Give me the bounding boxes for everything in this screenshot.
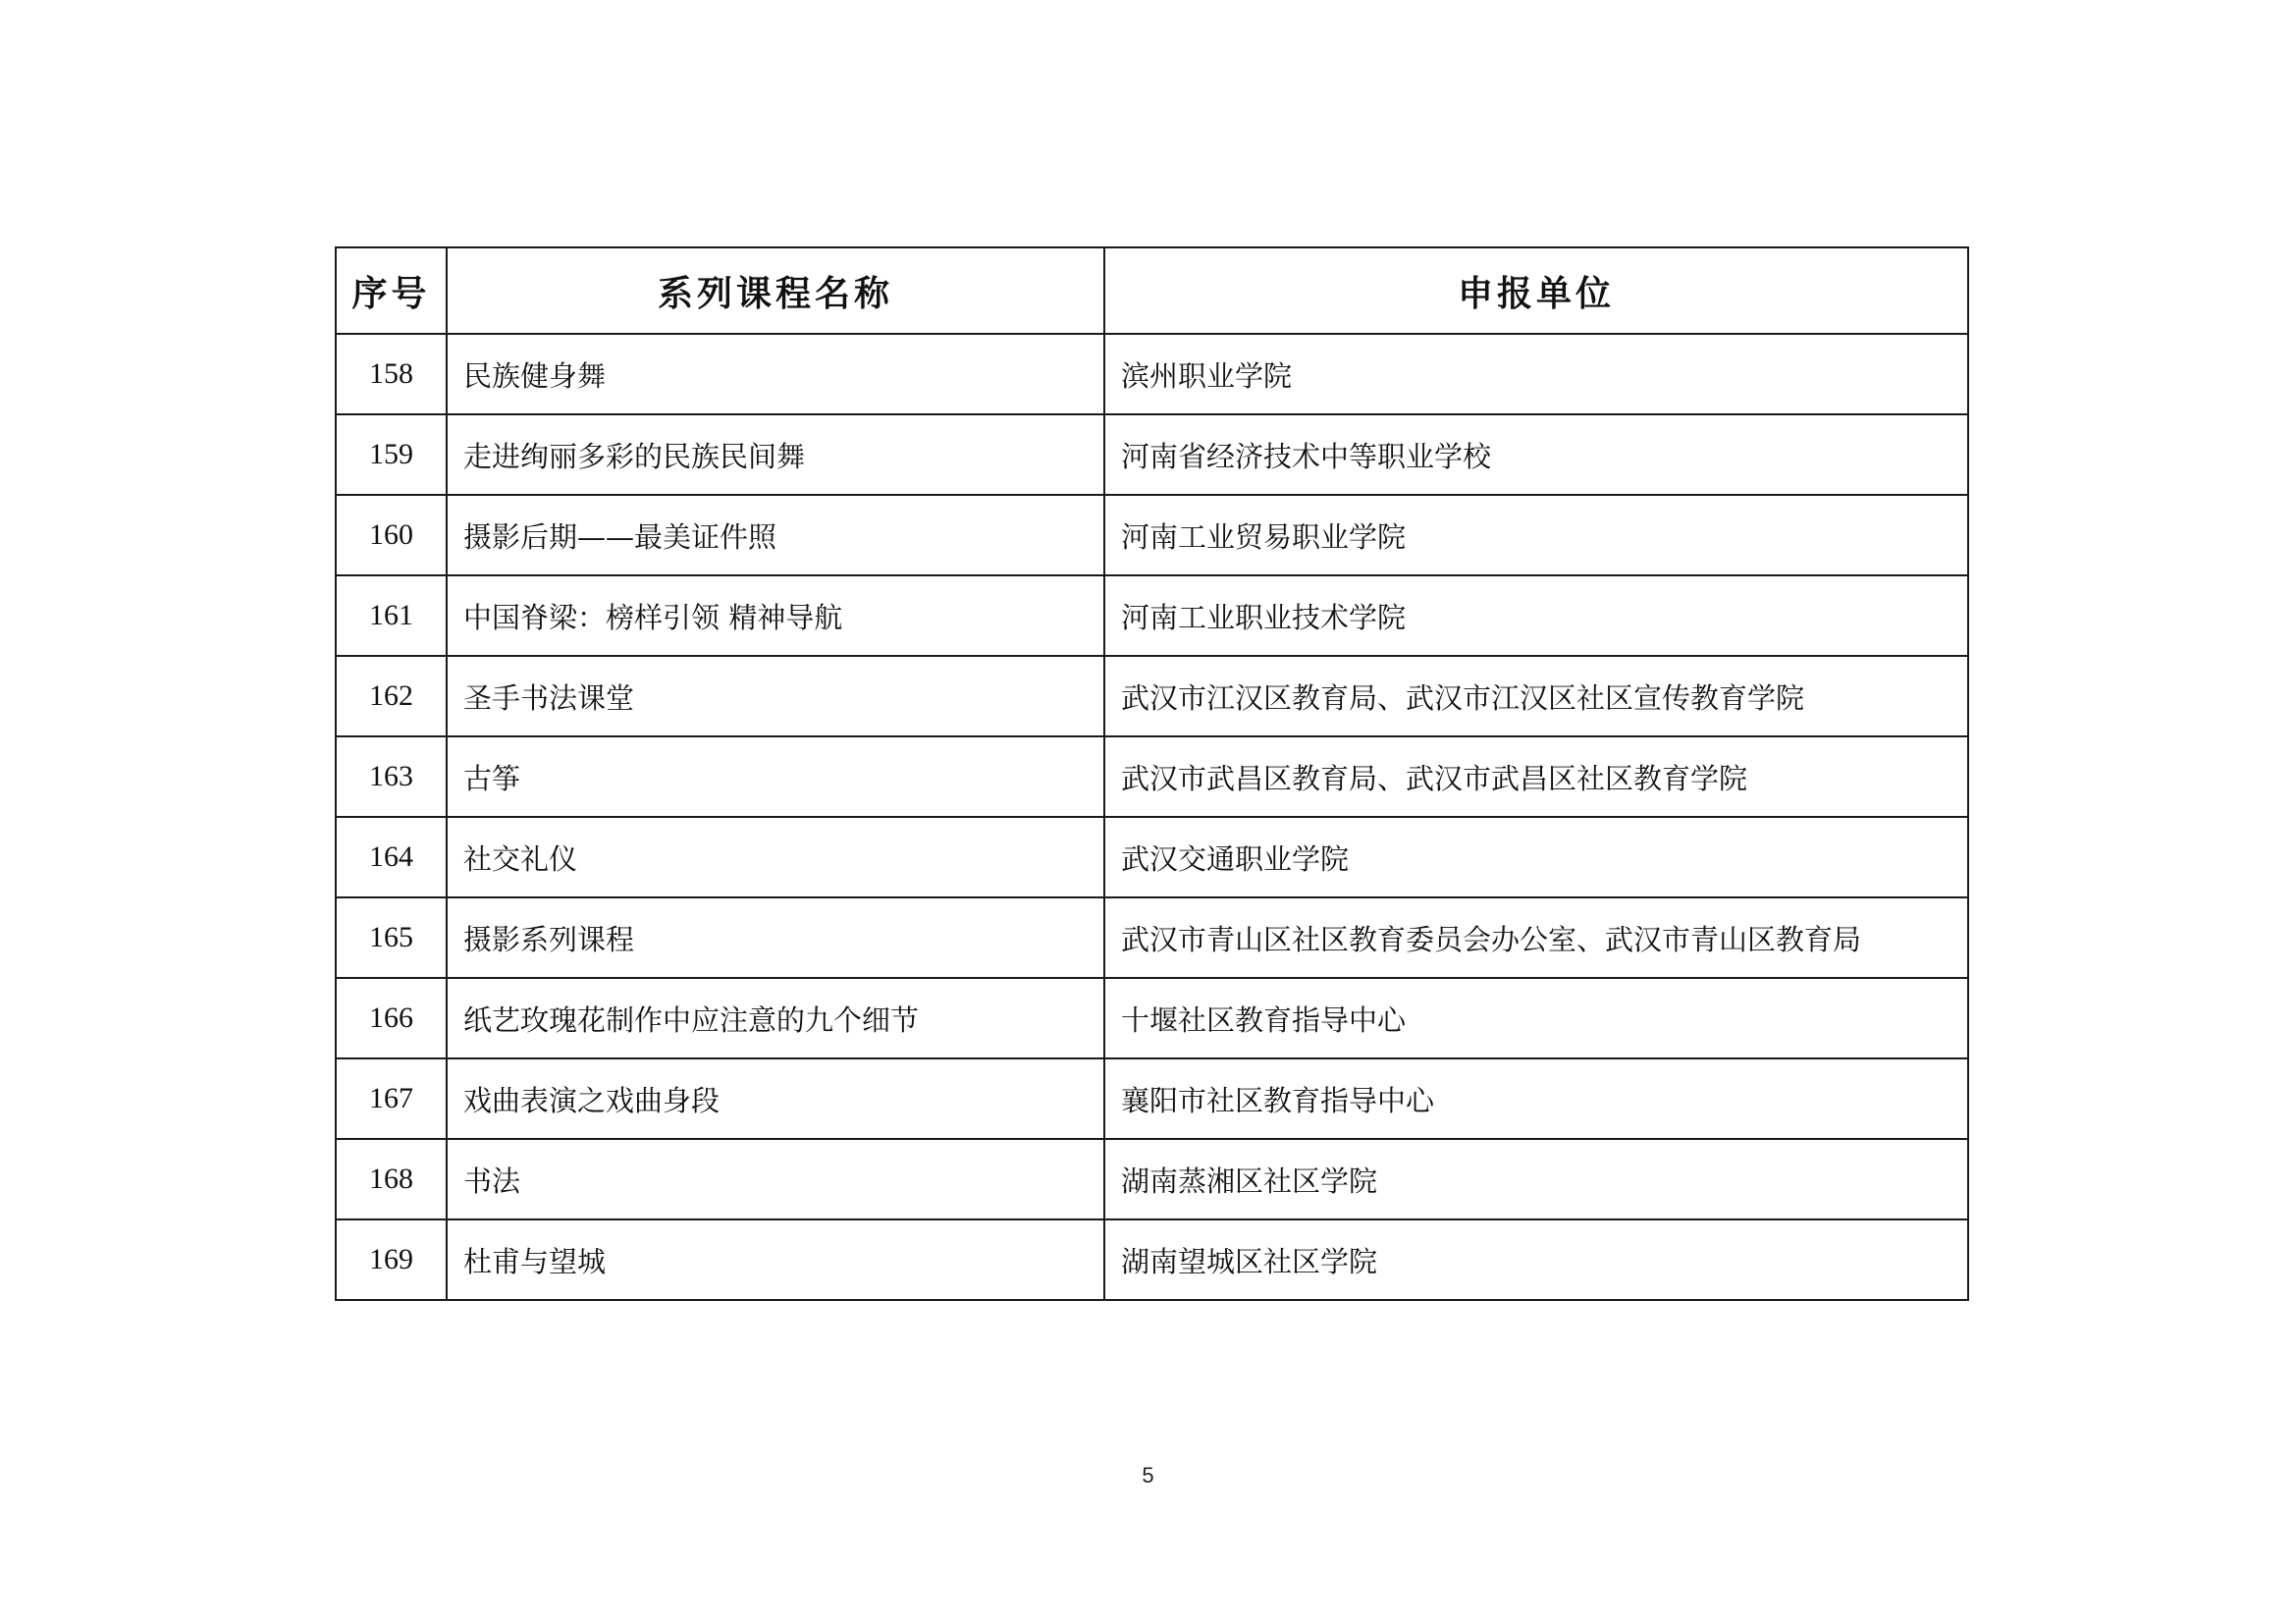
applicant-unit-cell: 滨州职业学院: [1104, 334, 1968, 414]
table-row: [336, 414, 1968, 495]
course-name-cell: 中国脊梁：榜样引领 精神导航: [447, 575, 1104, 656]
applicant-unit-cell: 武汉市青山区社区教育委员会办公室、武汉市青山区教育局: [1104, 897, 1968, 978]
course-table: [335, 246, 1969, 1301]
table-row: [336, 817, 1968, 897]
table-header: [336, 247, 1968, 334]
serial-number-cell: 165: [336, 897, 447, 978]
applicant-unit-cell: 河南省经济技术中等职业学校: [1104, 414, 1968, 495]
serial-number-cell: 166: [336, 978, 447, 1058]
table-row: [336, 1058, 1968, 1139]
applicant-unit-cell: 襄阳市社区教育指导中心: [1104, 1058, 1968, 1139]
serial-number-cell: 160: [336, 495, 447, 575]
applicant-unit-cell: 湖南蒸湘区社区学院: [1104, 1139, 1968, 1219]
applicant-unit-cell: 武汉交通职业学院: [1104, 817, 1968, 897]
course-name-cell: 摄影后期——最美证件照: [447, 495, 1104, 575]
table-row: [336, 575, 1968, 656]
header-course-name: 系列课程名称: [447, 247, 1104, 334]
serial-number-cell: 158: [336, 334, 447, 414]
serial-number-cell: 162: [336, 656, 447, 736]
header-serial-number: 序号: [336, 247, 447, 334]
applicant-unit-cell: 武汉市江汉区教育局、武汉市江汉区社区宣传教育学院: [1104, 656, 1968, 736]
applicant-unit-cell: 湖南望城区社区学院: [1104, 1219, 1968, 1300]
table-row: [336, 978, 1968, 1058]
course-name-cell: 古筝: [447, 736, 1104, 817]
page-number: 5: [1142, 1463, 1154, 1488]
applicant-unit-cell: 河南工业职业技术学院: [1104, 575, 1968, 656]
applicant-unit-cell: 河南工业贸易职业学院: [1104, 495, 1968, 575]
applicant-unit-cell: 十堰社区教育指导中心: [1104, 978, 1968, 1058]
serial-number-cell: 163: [336, 736, 447, 817]
serial-number-cell: 161: [336, 575, 447, 656]
serial-number-cell: 169: [336, 1219, 447, 1300]
applicant-unit-cell: 武汉市武昌区教育局、武汉市武昌区社区教育学院: [1104, 736, 1968, 817]
course-name-cell: 杜甫与望城: [447, 1219, 1104, 1300]
course-name-cell: 戏曲表演之戏曲身段: [447, 1058, 1104, 1139]
table-row: [336, 656, 1968, 736]
table-row: [336, 1219, 1968, 1300]
table-header-row: [336, 247, 1968, 334]
table-body: [336, 334, 1968, 1300]
serial-number-cell: 168: [336, 1139, 447, 1219]
table-row: [336, 334, 1968, 414]
table-row: [336, 1139, 1968, 1219]
course-name-cell: 走进绚丽多彩的民族民间舞: [447, 414, 1104, 495]
course-name-cell: 社交礼仪: [447, 817, 1104, 897]
table-row: [336, 897, 1968, 978]
course-name-cell: 纸艺玫瑰花制作中应注意的九个细节: [447, 978, 1104, 1058]
header-applicant-unit: 申报单位: [1104, 247, 1968, 334]
course-name-cell: 圣手书法课堂: [447, 656, 1104, 736]
serial-number-cell: 164: [336, 817, 447, 897]
course-name-cell: 书法: [447, 1139, 1104, 1219]
serial-number-cell: 159: [336, 414, 447, 495]
table-row: [336, 495, 1968, 575]
table-row: [336, 736, 1968, 817]
course-name-cell: 民族健身舞: [447, 334, 1104, 414]
serial-number-cell: 167: [336, 1058, 447, 1139]
course-name-cell: 摄影系列课程: [447, 897, 1104, 978]
